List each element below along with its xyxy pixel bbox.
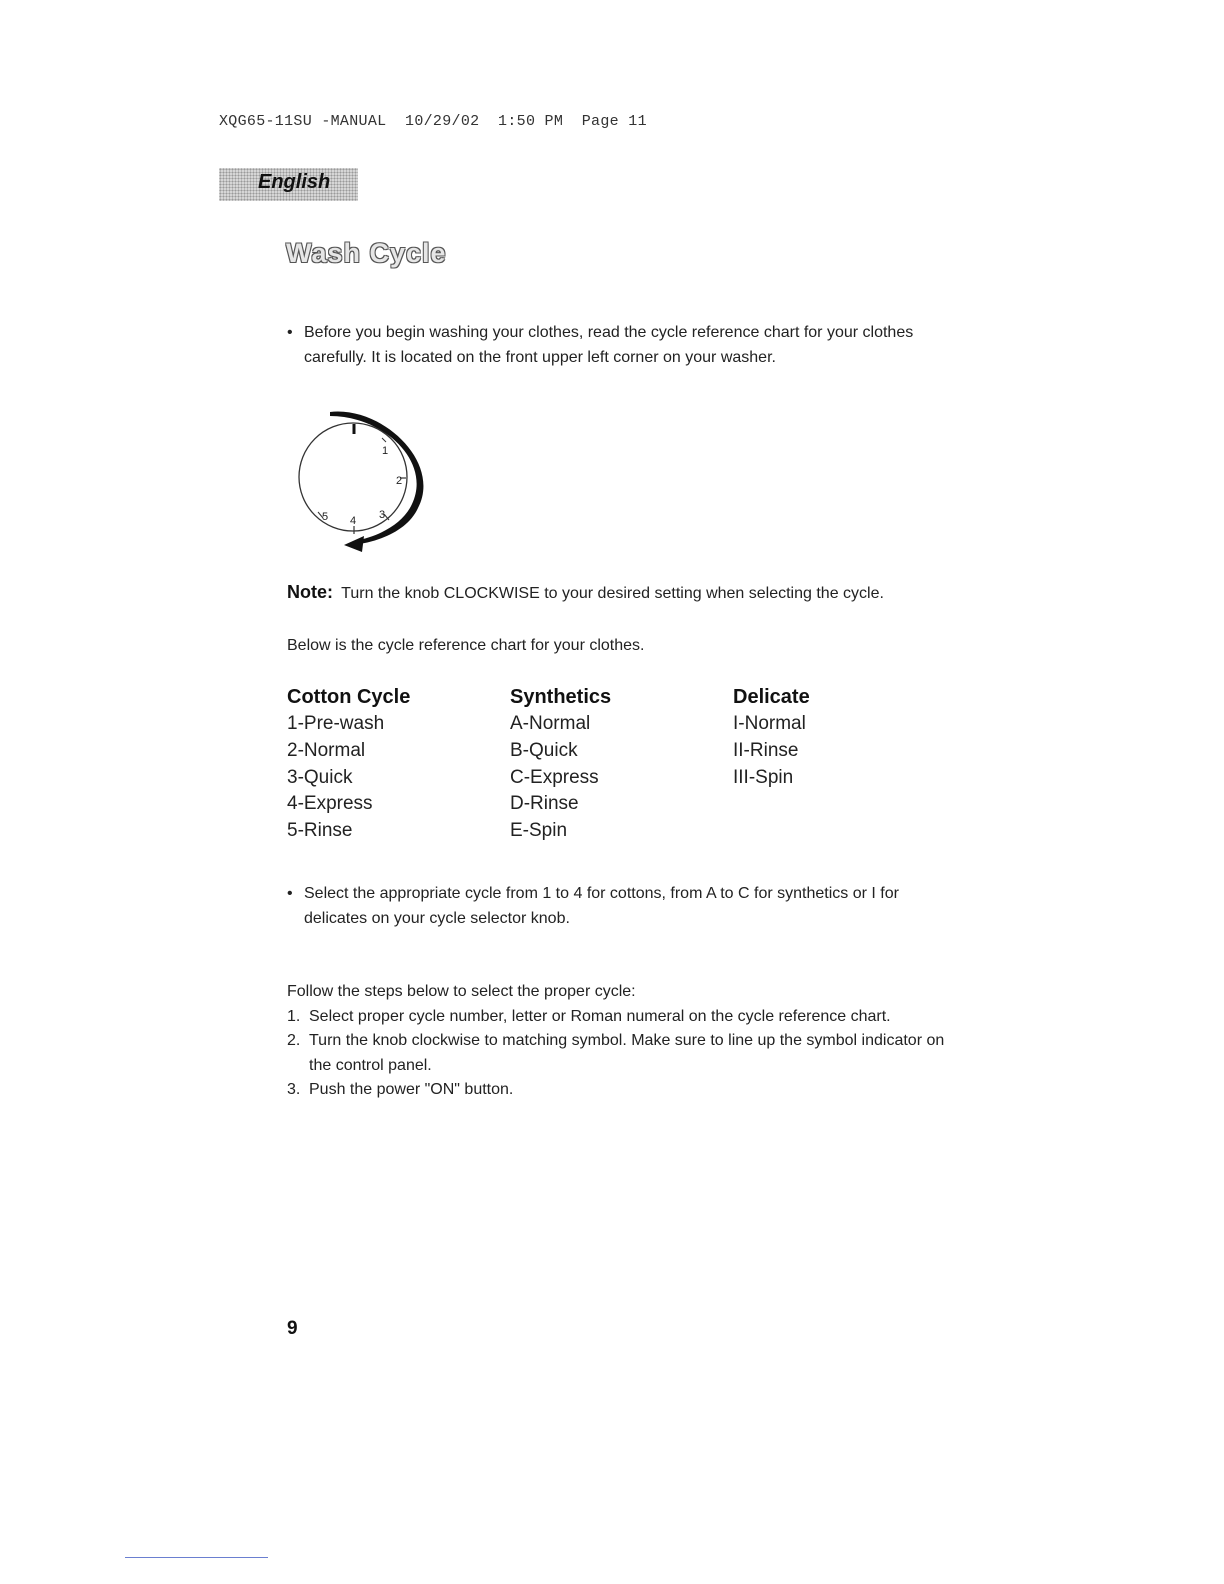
cotton-cycle-column	[287, 684, 410, 845]
note-label: Note:	[287, 582, 333, 602]
list-item: 2-Normal	[287, 739, 366, 761]
note-text: Turn the knob CLOCKWISE to your desired setting when selecting the cycle.	[341, 585, 884, 602]
page-number: 9	[287, 1318, 298, 1339]
step-text: Push the power "ON" button.	[309, 1081, 514, 1098]
bullet-dot: •	[287, 324, 293, 341]
list-item: E-Spin	[510, 820, 568, 842]
list-item: II-Rinse	[733, 739, 799, 761]
document-slug: XQG65-11SU -MANUAL 10/29/02 1:50 PM Page 11	[219, 113, 647, 130]
list-item: III-Spin	[733, 766, 794, 788]
list-item: D-Rinse	[510, 793, 579, 815]
list-item: C-Express	[510, 766, 599, 788]
column-heading: Cotton Cycle	[287, 686, 411, 708]
intro-bullet	[287, 320, 927, 370]
step-item	[287, 1078, 947, 1103]
dial-label-4: 4	[350, 515, 357, 527]
language-tab	[219, 168, 358, 201]
chart-intro: Below is the cycle reference chart for your clothes.	[287, 637, 645, 654]
delicate-column	[733, 684, 810, 791]
step-number: 1.	[287, 1007, 301, 1025]
steps-section	[287, 980, 947, 1103]
bottom-divider	[125, 1557, 268, 1558]
select-bullet-text: Select the appropriate cycle from 1 to 4 for cottons, from A to C for synthetics or I for delicates on your cycle selector knob.	[304, 885, 899, 927]
dial-label-2: 2	[396, 475, 403, 487]
page-title: Wash Cycle	[286, 238, 447, 268]
dial-label-1: 1	[382, 445, 389, 457]
bullet-dot: •	[287, 885, 293, 902]
list-item: A-Normal	[510, 713, 591, 734]
list-item: I-Normal	[733, 713, 806, 734]
step-number: 2.	[287, 1032, 301, 1049]
step-text: Turn the knob clockwise to matching symbol. Make sure to line up the symbol indicator on the control panel.	[309, 1032, 945, 1074]
step-number: 3.	[287, 1081, 301, 1098]
note	[287, 582, 884, 603]
step-item	[287, 1005, 947, 1030]
arrowhead-icon	[344, 536, 364, 552]
language-tab-label: English	[258, 171, 331, 193]
knob-dial-diagram	[292, 402, 437, 554]
column-heading: Synthetics	[510, 686, 612, 708]
list-item: 3-Quick	[287, 766, 353, 788]
intro-bullet-text: Before you begin washing your clothes, read the cycle reference chart for your clothes carefully. It is located on the front upper left corner on your washer.	[304, 324, 914, 366]
column-heading: Delicate	[733, 686, 810, 708]
dial-label-3: 3	[379, 509, 386, 521]
steps-intro: Follow the steps below to select the proper cycle:	[287, 983, 636, 1000]
list-item: 5-Rinse	[287, 820, 353, 842]
step-text: Select proper cycle number, letter or Roman numeral on the cycle reference chart.	[309, 1007, 891, 1025]
list-item: 1-Pre-wash	[287, 713, 385, 734]
list-item: 4-Express	[287, 793, 373, 815]
synthetics-column	[510, 684, 611, 845]
step-item	[287, 1029, 947, 1078]
select-bullet	[287, 881, 937, 931]
list-item: B-Quick	[510, 739, 578, 761]
dial-label-5: 5	[322, 511, 329, 523]
